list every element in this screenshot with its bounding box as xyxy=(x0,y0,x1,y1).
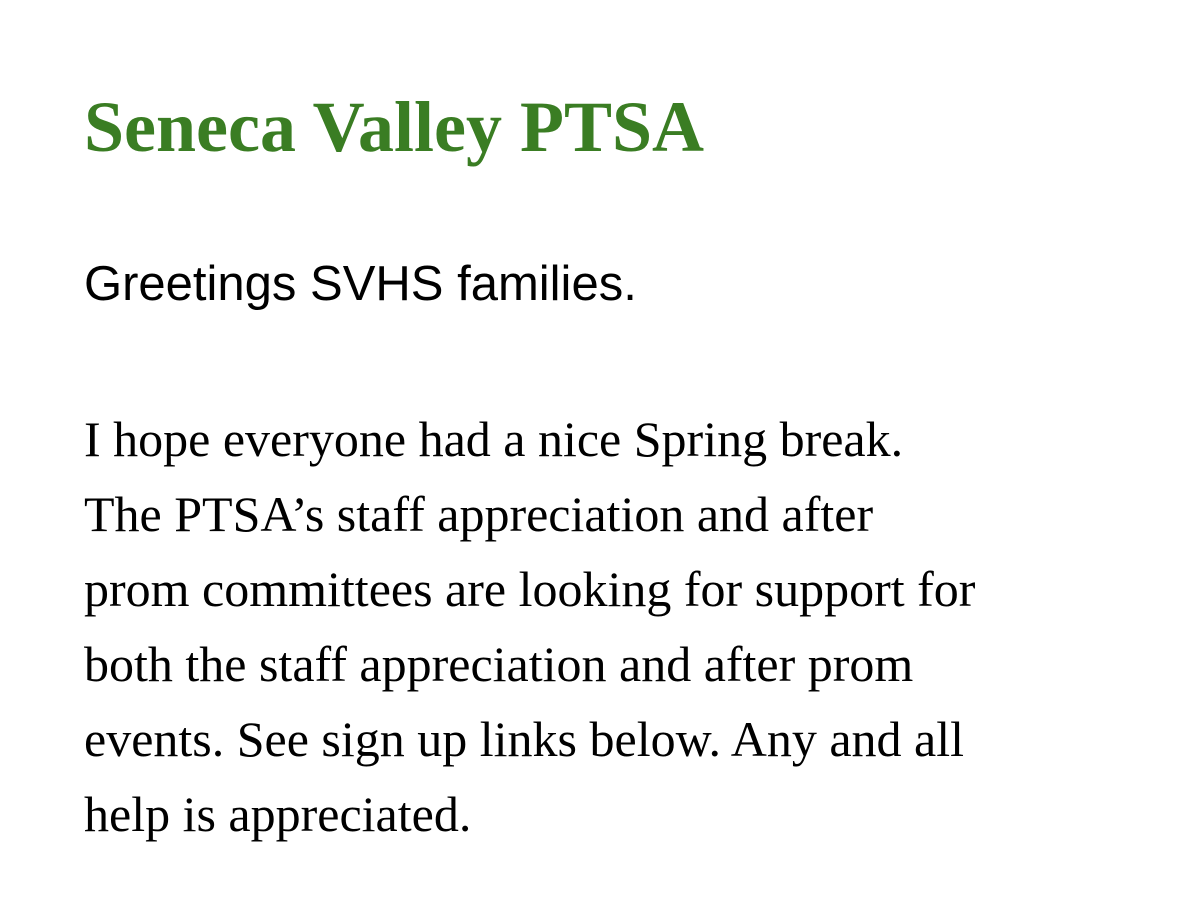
message-paragraph xyxy=(84,402,1124,852)
paragraph-line: prom committees are looking for support for xyxy=(84,561,976,617)
page-title: Seneca Valley PTSA xyxy=(84,87,705,167)
paragraph-line: The PTSA’s staff appreciation and after xyxy=(84,486,874,542)
paragraph-line: both the staff appreciation and after prom xyxy=(84,636,914,692)
greeting-text: Greetings SVHS families. xyxy=(84,257,637,311)
paragraph-line: events. See sign up links below. Any and all xyxy=(84,711,964,767)
paragraph-line: help is appreciated. xyxy=(84,786,472,842)
paragraph-line: I hope everyone had a nice Spring break. xyxy=(84,411,904,467)
